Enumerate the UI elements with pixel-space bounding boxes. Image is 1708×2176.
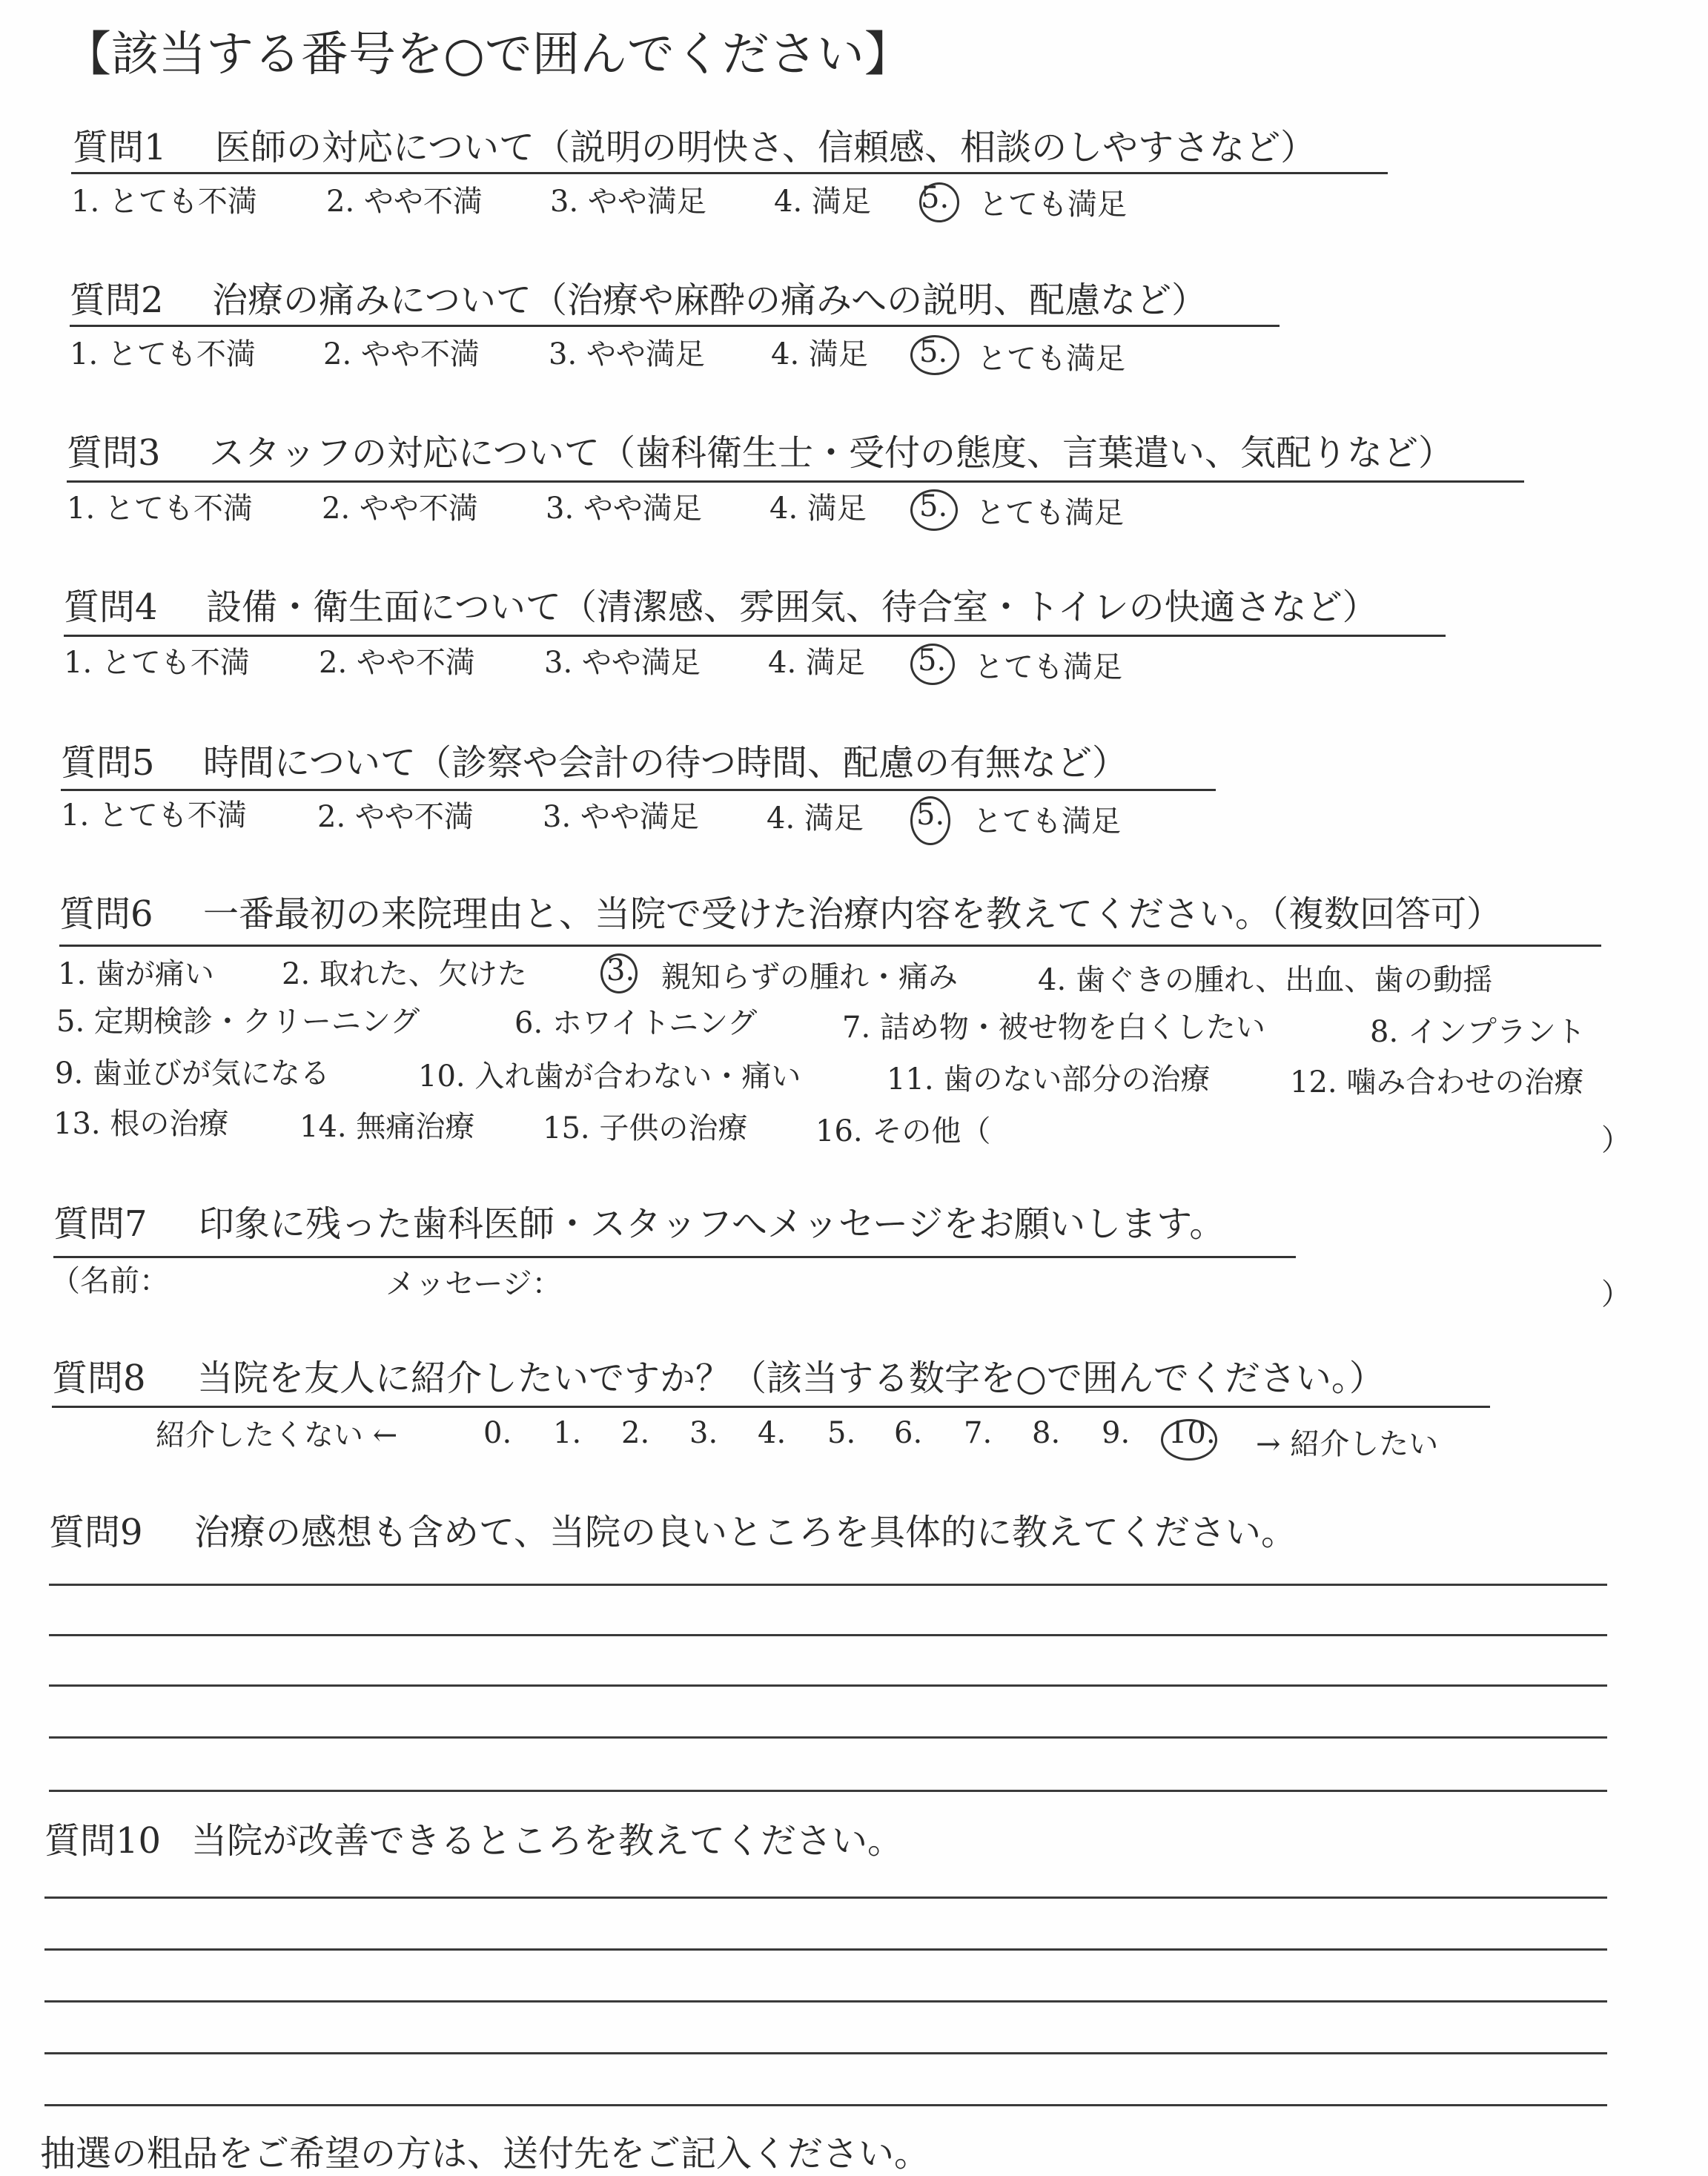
q5-opt-5-label: とても満足	[973, 804, 1121, 839]
q1-opt-5[interactable]: 5.	[921, 181, 950, 215]
q8-underline	[52, 1406, 1490, 1408]
q2-label: 質問2	[70, 280, 164, 321]
q5-opt-2[interactable]: 2. やや不満	[317, 800, 474, 834]
q3-opt-1[interactable]: 1. とても不満	[67, 492, 253, 526]
q6-opt-11[interactable]: 11. 歯のない部分の治療	[887, 1062, 1211, 1097]
q1-opt-2[interactable]: 2. やや不満	[326, 185, 483, 219]
q6-opt-1[interactable]: 1. 歯が痛い	[58, 957, 214, 991]
q6-opt-16-close: ）	[1601, 1123, 1631, 1157]
q8-num-2[interactable]: 2.	[621, 1416, 650, 1450]
q9-writing-line[interactable]	[49, 1584, 1607, 1586]
q8-num-7[interactable]: 7.	[964, 1416, 993, 1450]
q5-label: 質問5	[61, 742, 155, 784]
q6-opt-5[interactable]: 5. 定期検診・クリーニング	[56, 1005, 420, 1039]
q3-opt-5-label: とても満足	[976, 496, 1124, 530]
q7-label: 質問7	[53, 1203, 148, 1245]
q3-label: 質問3	[67, 432, 161, 474]
q1-underline	[71, 172, 1388, 174]
q6-opt-14[interactable]: 14. 無痛治療	[299, 1110, 475, 1144]
q1-opt-3[interactable]: 3. やや満足	[550, 185, 706, 219]
q6-opt-13[interactable]: 13. 根の治療	[53, 1107, 229, 1141]
q10-writing-line[interactable]	[44, 2052, 1607, 2054]
q7-close-paren: ）	[1601, 1277, 1631, 1312]
q8-num-3[interactable]: 3.	[689, 1416, 718, 1450]
q8-num-5[interactable]: 5.	[827, 1416, 856, 1450]
q2-opt-5-label: とても満足	[977, 342, 1125, 376]
q4-opt-5-label: とても満足	[974, 650, 1122, 684]
q10-writing-line[interactable]	[44, 2000, 1607, 2003]
q5-opt-1[interactable]: 1. とても不満	[61, 798, 247, 833]
q6-label: 質問6	[59, 893, 153, 935]
q8-right-label: → 紹介したい	[1256, 1427, 1439, 1461]
q8-text: 当院を友人に紹介したいですか？（該当する数字を○で囲んでください。）	[197, 1357, 1385, 1399]
q4-label: 質問4	[64, 586, 158, 628]
q6-opt-16[interactable]: 16. その他（	[815, 1114, 991, 1148]
q7-text: 印象に残った歯科医師・スタッフへメッセージをお願いします。	[199, 1203, 1225, 1245]
q6-opt-9[interactable]: 9. 歯並びが気になる	[55, 1056, 330, 1091]
q8-num-8[interactable]: 8.	[1032, 1416, 1061, 1450]
q9-text: 治療の感想も含めて、当院の良いところを具体的に教えてください。	[194, 1512, 1297, 1553]
q6-opt-15[interactable]: 15. 子供の治療	[543, 1111, 748, 1145]
q4-opt-4[interactable]: 4. 満足	[768, 646, 865, 680]
q2-opt-2[interactable]: 2. やや不満	[323, 337, 480, 371]
q10-writing-line[interactable]	[44, 1948, 1607, 1951]
q6-opt-10[interactable]: 10. 入れ歯が合わない・痛い	[418, 1059, 801, 1094]
q2-selection-circle	[910, 335, 959, 375]
q6-opt-8[interactable]: 8. インプラント	[1370, 1015, 1586, 1049]
q10-label: 質問10	[44, 1820, 162, 1862]
q1-text: 医師の対応について（説明の明快さ、信頼感、相談のしやすさなど）	[215, 127, 1317, 168]
q8-selection-circle	[1161, 1419, 1217, 1461]
q4-opt-5[interactable]: 5.	[918, 644, 947, 678]
q2-opt-3[interactable]: 3. やや満足	[549, 337, 705, 371]
q9-writing-line[interactable]	[49, 1736, 1607, 1739]
q6-selection-circle	[600, 953, 638, 993]
q6-opt-3-label: 親知らずの腫れ・痛み	[661, 960, 958, 994]
q2-text: 治療の痛みについて（治療や麻酔の痛みへの説明、配慮など）	[212, 280, 1208, 321]
q10-writing-line[interactable]	[44, 2104, 1607, 2106]
q7-underline	[53, 1256, 1296, 1258]
q3-opt-5[interactable]: 5.	[919, 489, 948, 523]
q7-message-label[interactable]: メッセージ：	[385, 1267, 562, 1301]
q2-underline	[70, 325, 1280, 327]
q2-opt-1[interactable]: 1. とても不満	[70, 337, 256, 371]
q8-num-0[interactable]: 0.	[483, 1416, 512, 1450]
q8-num-1[interactable]: 1.	[553, 1416, 582, 1450]
q4-underline	[64, 635, 1446, 637]
q5-opt-3[interactable]: 3. やや満足	[543, 800, 699, 834]
footer-note: 抽選の粗品をご希望の方は、送付先をご記入ください。	[40, 2133, 930, 2175]
q6-opt-4[interactable]: 4. 歯ぐきの腫れ、出血、歯の動揺	[1038, 963, 1493, 997]
q2-opt-5[interactable]: 5.	[919, 335, 948, 369]
q4-opt-3[interactable]: 3. やや満足	[544, 646, 701, 680]
q3-selection-circle	[910, 489, 958, 531]
q6-opt-3[interactable]: 3.	[606, 953, 635, 988]
q6-underline	[59, 945, 1601, 947]
q9-writing-line[interactable]	[49, 1634, 1607, 1636]
q1-selection-circle	[919, 182, 959, 222]
q9-writing-line[interactable]	[49, 1790, 1607, 1792]
q1-opt-1[interactable]: 1. とても不満	[71, 185, 257, 219]
q3-opt-4[interactable]: 4. 満足	[769, 492, 867, 526]
q3-opt-2[interactable]: 2. やや不満	[322, 492, 478, 526]
q1-label: 質問1	[73, 127, 167, 168]
q3-underline	[67, 480, 1524, 483]
q5-underline	[61, 789, 1216, 791]
q10-text: 当院が改善できるところを教えてください。	[191, 1820, 904, 1862]
q5-opt-4[interactable]: 4. 満足	[767, 801, 864, 836]
q4-opt-2[interactable]: 2. やや不満	[319, 646, 475, 680]
q1-opt-5-label: とても満足	[979, 188, 1127, 222]
q4-opt-1[interactable]: 1. とても不満	[64, 646, 250, 680]
q3-opt-3[interactable]: 3. やや満足	[546, 492, 702, 526]
q5-opt-5[interactable]: 5.	[916, 798, 945, 832]
q7-name-label[interactable]: （名前：	[50, 1264, 169, 1298]
q5-selection-circle	[910, 796, 950, 845]
q10-writing-line[interactable]	[44, 1896, 1607, 1899]
q9-label: 質問9	[49, 1512, 143, 1553]
q6-opt-7[interactable]: 7. 詰め物・被せ物を白くしたい	[842, 1011, 1265, 1045]
q8-left-label: 紹介したくない ←	[156, 1418, 398, 1452]
page-title: 【該当する番号を○で囲んでください】	[64, 27, 912, 82]
q6-opt-12[interactable]: 12. 噛み合わせの治療	[1290, 1065, 1584, 1099]
q4-selection-circle	[910, 644, 955, 685]
q2-opt-4[interactable]: 4. 満足	[771, 337, 868, 371]
q4-text: 設備・衛生面について（清潔感、雰囲気、待合室・トイレの快適さなど）	[206, 586, 1378, 628]
q6-opt-2[interactable]: 2. 取れた、欠けた	[282, 957, 527, 991]
q3-text: スタッフの対応について（歯科衛生士・受付の態度、言葉遣い、気配りなど）	[209, 432, 1454, 474]
q8-num-6[interactable]: 6.	[894, 1416, 923, 1450]
q6-text: 一番最初の来院理由と、当院で受けた治療内容を教えてください。（複数回答可）	[203, 893, 1503, 935]
q5-text: 時間について（診察や会計の待つ時間、配慮の有無など）	[203, 742, 1128, 784]
q8-num-9[interactable]: 9.	[1102, 1416, 1131, 1450]
q6-opt-6[interactable]: 6. ホワイトニング	[514, 1006, 758, 1040]
q1-opt-4[interactable]: 4. 満足	[774, 185, 871, 219]
q8-label: 質問8	[52, 1357, 146, 1399]
q8-num-10[interactable]: 10.	[1168, 1416, 1216, 1450]
q9-writing-line[interactable]	[49, 1684, 1607, 1687]
q8-num-4[interactable]: 4.	[758, 1416, 787, 1450]
